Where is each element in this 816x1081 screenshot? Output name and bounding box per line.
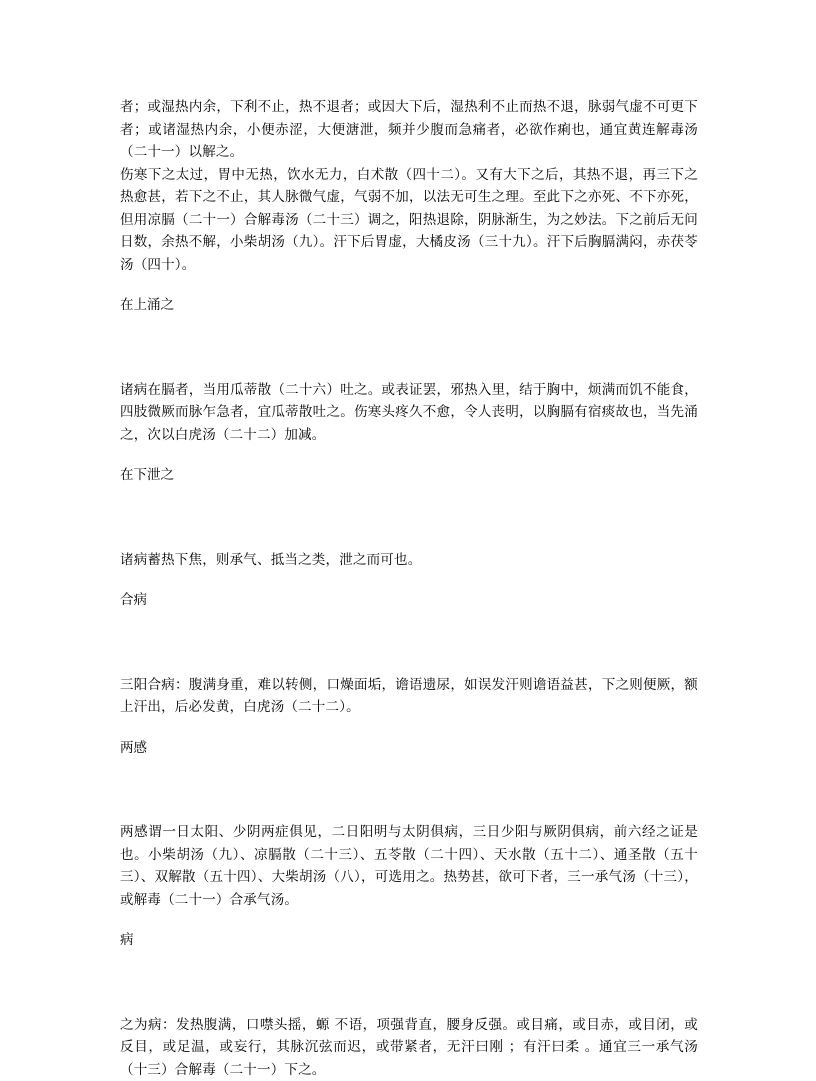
spacer	[120, 911, 698, 929]
paragraph-dampheat: 者；或湿热内余，下利不止，热不退者；或因大下后，湿热利不止而热不退，脉弱气虚不可更下者；或诸湿热内余，小便赤涩，大便溏泄，频并少腹而急痛者，必欲作痢也，通宜黄连解毒汤（二十一）以解之。	[120, 96, 698, 164]
section-body-dual-affection: 两感谓一日太阳、少阴两症俱见，二日阳明与太阴俱病，三日少阳与厥阴俱病，前六经之证是也。小柴胡汤（九）、凉膈散（二十三）、五苓散（二十四）、天水散（五十二）、通圣散（五十三）、双解散（五十四）、大柴胡汤（八），可选用之。热势甚，欲可下者，三一承气汤（十三），或解毒（二十一）合承气汤。	[120, 821, 698, 911]
spacer	[120, 719, 698, 737]
section-body-disease: 之为病：发热腹满，口噤头摇，螈 不语，项强背直，腰身反强。或目痛，或目赤，或目闭，或反目，或足温，或妄行，其脉沉弦而迟，或带紧者，无汗曰刚 ；有汗曰柔 。通宜三一承气汤（十三）合解毒（二十一）下之。	[120, 1014, 698, 1081]
section-heading-combined-disease: 合病	[120, 589, 698, 612]
spacer	[120, 487, 698, 549]
section-body-lower-purge: 诸病蓄热下焦，则承气、抵当之类，泄之而可也。	[120, 549, 698, 572]
spacer	[120, 612, 698, 674]
section-heading-dual-affection: 两感	[120, 737, 698, 760]
section-body-upper-emesis: 诸病在膈者，当用瓜蒂散（二十六）吐之。或表证罢，邪热入里，结于胸中，烦满而饥不能食，四肢微厥而脉乍急者，宜瓜蒂散吐之。伤寒头疼久不愈，令人丧明，以胸膈有宿痰故也，当先涌之，次以白虎汤（二十二）加减。	[120, 379, 698, 447]
spacer	[120, 952, 698, 1014]
paragraph-overpurge: 伤寒下之太过，胃中无热，饮水无力，白术散（四十二）。又有大下之后，其热不退，再三下之热愈甚，若下之不止，其人脉微气虚，气弱不加，以法无可生之理。至此下之亦死、不下亦死，但用凉膈（二十一）合解毒汤（二十三）调之，阳热退除，阴脉渐生，为之妙法。下之前后无问日数，余热不解，小柴胡汤（九）。汗下后胃虚，大橘皮汤（三十九）。汗下后胸膈满闷，赤茯苓汤（四十）。	[120, 164, 698, 277]
section-heading-disease: 病	[120, 929, 698, 952]
spacer	[120, 276, 698, 294]
section-heading-lower-purge: 在下泄之	[120, 464, 698, 487]
spacer	[120, 446, 698, 464]
document-page	[120, 96, 698, 1081]
spacer	[120, 571, 698, 589]
spacer	[120, 317, 698, 379]
spacer	[120, 759, 698, 821]
section-heading-upper-emesis: 在上涌之	[120, 294, 698, 317]
section-body-combined-disease: 三阳合病：腹满身重，难以转侧，口燥面垢，谵语遗尿，如误发汗则谵语益甚，下之则便厥，额上汗出，后必发黄，白虎汤（二十二）。	[120, 674, 698, 719]
